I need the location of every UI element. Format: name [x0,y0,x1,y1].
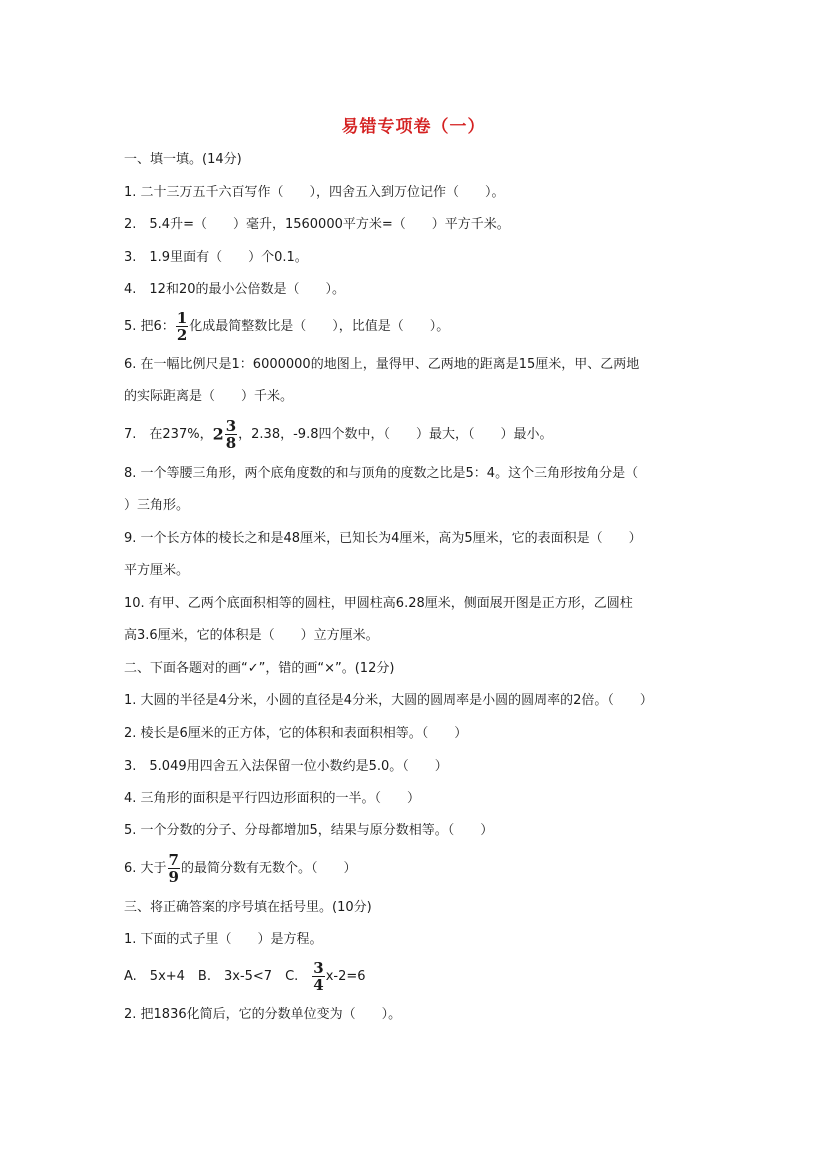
question-1-7-suffix: ，2.38，-9.8四个数中，（ ）最大，（ ）最小。 [238,427,553,442]
question-1-6-line-1: 6. 在一幅比例尺是1：6000000的地图上，量得甲、乙两地的距离是15厘米，甲、乙两地 [124,357,640,372]
section-3-header: 三、将正确答案的序号填在括号里。(10分) [124,900,372,915]
fraction-numerator: 3 [225,417,237,435]
fraction-one-half [176,310,188,343]
question-2-6-prefix: 6. 大于 [124,861,167,876]
question-1-10-line-2: 高3.6厘米，它的体积是（ ）立方厘米。 [124,628,379,643]
question-1-5 [124,310,449,343]
question-2-4: 4. 三角形的面积是平行四边形面积的一半。（ ） [124,791,421,806]
question-2-1: 1. 大圆的半径是4分米，小圆的直径是4分米，大圆的圆周率是小圆的圆周率的2倍。（ ） [124,693,653,708]
question-1-3: 3. 1.9里面有（ ）个0.1。 [124,250,308,265]
question-1-9-line-2: 平方厘米。 [124,563,190,578]
fraction-numerator: 1 [176,309,188,327]
fraction-numerator: 3 [313,959,324,977]
question-3-2: 2. 把1836化简后，它的分数单位变为（ ）。 [124,1007,402,1022]
question-2-6 [124,852,357,885]
question-3-1-options [124,960,366,993]
question-1-10-line-1: 10. 有甲、乙两个底面积相等的圆柱，甲圆柱高6.28厘米，侧面展开图是正方形，乙圆柱 [124,596,633,611]
question-1-5-suffix: 化成最简整数比是（ ），比值是（ ）。 [189,319,450,334]
question-2-5: 5. 一个分数的分子、分母都增加5，结果与原分数相等。（ ） [124,823,494,838]
fraction-three-quarters [312,960,324,993]
options-prefix: A. 5x+4 B. 3x-5<7 C. [124,969,312,984]
question-1-7-prefix: 7. 在237%， [124,427,213,442]
fraction-denominator: 2 [176,326,188,344]
fraction-denominator: 4 [313,976,324,994]
fraction-denominator: 8 [225,434,237,452]
page-title: 易错专项卷（一） [341,117,486,137]
question-1-1: 1. 二十三万五千六百写作（ ），四舍五入到万位记作（ ）。 [124,185,505,200]
question-3-1: 1. 下面的式子里（ ）是方程。 [124,932,323,947]
question-1-7 [124,418,552,451]
mixed-number-whole: 2 [212,424,224,444]
question-1-4: 4. 12和20的最小公倍数是（ ）。 [124,282,345,297]
fraction-seven-ninths [168,852,180,885]
question-2-6-suffix: 的最简分数有无数个。（ ） [180,861,357,876]
section-1-header: 一、填一填。(14分) [124,152,242,167]
question-1-2: 2. 5.4升=（ ）毫升，1560000平方米=（ ）平方千米。 [124,217,510,232]
question-1-9-line-1: 9. 一个长方体的棱长之和是48厘米，已知长为4厘米，高为5厘米，它的表面积是（ ） [124,531,642,546]
question-2-3: 3. 5.049用四舍五入法保留一位小数约是5.0。（ ） [124,759,448,774]
fraction-three-eighths [225,418,237,451]
fraction-denominator: 9 [168,868,179,886]
fraction-numerator: 7 [168,851,179,869]
section-2-header: 二、下面各题对的画“✓”，错的画“×”。(12分) [124,661,395,676]
question-1-5-prefix: 5. 把6： [124,319,175,334]
question-2-2: 2. 棱长是6厘米的正方体，它的体积和表面积相等。（ ） [124,726,468,741]
question-1-8-line-1: 8. 一个等腰三角形，两个底角度数的和与顶角的度数之比是5：4。这个三角形按角分是（ [124,466,639,481]
question-1-8-line-2: ）三角形。 [124,498,190,513]
question-1-6-line-2: 的实际距离是（ ）千米。 [124,389,294,404]
options-suffix: x-2=6 [325,969,366,984]
